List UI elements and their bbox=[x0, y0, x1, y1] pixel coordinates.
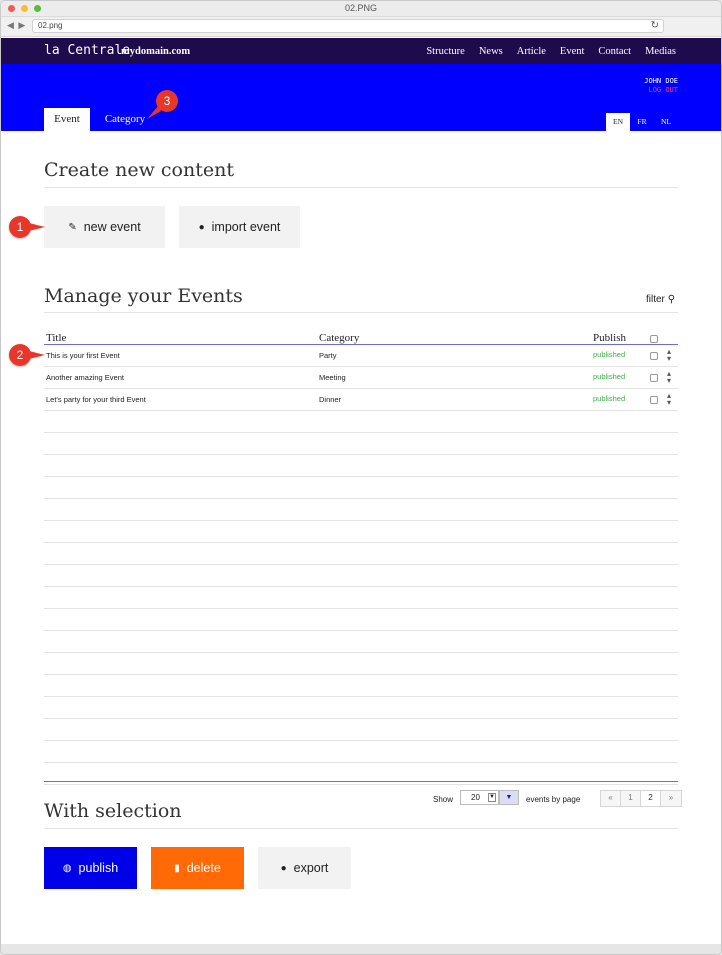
empty-row bbox=[44, 675, 678, 697]
empty-row bbox=[44, 543, 678, 565]
empty-row bbox=[44, 741, 678, 763]
prev-page-button[interactable]: « bbox=[601, 791, 621, 806]
create-title: Create new content bbox=[44, 159, 234, 181]
empty-row bbox=[44, 587, 678, 609]
logout-link[interactable]: LOG OUT bbox=[648, 86, 678, 94]
callout-badge: 3 bbox=[156, 90, 178, 112]
user-box bbox=[644, 77, 678, 95]
divider bbox=[44, 312, 678, 313]
menu-item-event[interactable]: Event bbox=[559, 46, 585, 57]
empty-row bbox=[44, 653, 678, 675]
section-header bbox=[1, 64, 721, 131]
per-page-dropdown-button[interactable]: ▼ bbox=[499, 790, 519, 805]
event-title[interactable]: This is your first Event bbox=[46, 351, 120, 360]
events-by-page-label: events by page bbox=[526, 795, 581, 804]
trash-icon: ▮ bbox=[174, 862, 180, 874]
empty-row bbox=[44, 521, 678, 543]
brand-logo[interactable]: la Centrale bbox=[44, 43, 131, 58]
window-title: 02.PNG bbox=[344, 3, 377, 13]
user-name: JOHN DOE bbox=[644, 77, 678, 85]
main-menu bbox=[426, 46, 676, 57]
menu-item-news[interactable]: News bbox=[478, 46, 503, 57]
event-category: Dinner bbox=[319, 395, 342, 404]
event-category: Meeting bbox=[319, 373, 346, 382]
table-bottom-line bbox=[44, 781, 678, 782]
search-icon: ⚲ bbox=[667, 294, 676, 305]
reorder-handle-icon[interactable]: ▴ ▾ bbox=[667, 391, 672, 407]
empty-row bbox=[44, 499, 678, 521]
filter-button[interactable] bbox=[646, 294, 675, 305]
reorder-handle-icon[interactable]: ▴ ▾ bbox=[667, 347, 672, 363]
show-label: Show bbox=[433, 795, 454, 804]
event-category: Party bbox=[319, 351, 337, 360]
next-page-button[interactable]: » bbox=[661, 791, 681, 806]
reload-icon[interactable]: ↻ bbox=[650, 20, 659, 31]
export-icon: ● bbox=[280, 862, 287, 874]
callout-pointer bbox=[29, 223, 45, 231]
menu-item-medias[interactable]: Medias bbox=[645, 46, 676, 57]
import-event-button[interactable] bbox=[179, 206, 300, 248]
manage-title: Manage your Events bbox=[44, 285, 243, 307]
empty-row bbox=[44, 477, 678, 499]
language-switcher bbox=[606, 113, 678, 131]
column-category[interactable]: Category bbox=[319, 332, 360, 344]
url-text: 02.png bbox=[38, 21, 63, 30]
publish-button[interactable] bbox=[44, 847, 137, 889]
status-badge[interactable]: published bbox=[593, 350, 626, 359]
page-2-button[interactable]: 2 bbox=[641, 791, 661, 806]
table-row[interactable] bbox=[44, 389, 678, 411]
select-all-checkbox[interactable] bbox=[650, 335, 658, 343]
divider bbox=[44, 187, 678, 188]
empty-row bbox=[44, 433, 678, 455]
import-icon: ● bbox=[198, 221, 205, 233]
site-domain[interactable]: mydomain.com bbox=[121, 46, 191, 57]
selection-title: With selection bbox=[44, 800, 182, 822]
event-title[interactable]: Another amazing Event bbox=[46, 373, 124, 382]
per-page-value: 20 bbox=[471, 793, 480, 802]
tab-event[interactable]: Event bbox=[44, 108, 90, 131]
empty-row bbox=[44, 697, 678, 719]
pagination bbox=[600, 790, 682, 807]
window-footer bbox=[1, 944, 721, 955]
callout-badge: 1 bbox=[9, 216, 31, 238]
title-bar bbox=[1, 1, 721, 17]
export-button[interactable] bbox=[258, 847, 351, 889]
lang-en[interactable]: EN bbox=[606, 113, 630, 131]
empty-row bbox=[44, 565, 678, 587]
column-title[interactable]: Title bbox=[46, 332, 67, 344]
row-checkbox[interactable] bbox=[650, 396, 658, 404]
address-row bbox=[1, 17, 721, 37]
lang-fr[interactable]: FR bbox=[637, 117, 647, 126]
empty-row bbox=[44, 411, 678, 433]
new-event-button[interactable] bbox=[44, 206, 165, 248]
chevron-down-icon: ▼ bbox=[489, 794, 495, 800]
tab-category[interactable]: Category bbox=[104, 113, 146, 125]
column-publish[interactable]: Publish bbox=[593, 332, 627, 344]
row-checkbox[interactable] bbox=[650, 374, 658, 382]
url-field[interactable] bbox=[32, 19, 664, 33]
export-label: export bbox=[293, 861, 329, 875]
import-event-label: import event bbox=[211, 220, 281, 234]
table-row[interactable] bbox=[44, 367, 678, 389]
lang-nl[interactable]: NL bbox=[661, 117, 671, 126]
reorder-handle-icon[interactable]: ▴ ▾ bbox=[667, 369, 672, 385]
menu-item-structure[interactable]: Structure bbox=[426, 46, 465, 57]
new-event-label: new event bbox=[83, 220, 141, 234]
event-title[interactable]: Let's party for your third Event bbox=[46, 395, 146, 404]
divider bbox=[44, 828, 678, 829]
page-1-button[interactable]: 1 bbox=[621, 791, 641, 806]
delete-button[interactable] bbox=[151, 847, 244, 889]
status-badge[interactable]: published bbox=[593, 394, 626, 403]
globe-icon: ◍ bbox=[62, 862, 72, 874]
pencil-icon: ✎ bbox=[68, 221, 77, 233]
empty-row bbox=[44, 719, 678, 741]
back-forward-icon[interactable]: ◀ ▶ bbox=[7, 20, 27, 30]
publish-label: publish bbox=[78, 861, 119, 875]
empty-row bbox=[44, 609, 678, 631]
callout-pointer bbox=[147, 105, 161, 119]
top-nav bbox=[1, 38, 721, 64]
callout-badge: 2 bbox=[9, 344, 31, 366]
status-badge[interactable]: published bbox=[593, 372, 626, 381]
table-row[interactable] bbox=[44, 345, 678, 367]
callout-pointer bbox=[29, 351, 45, 359]
per-page-select[interactable] bbox=[460, 790, 499, 805]
delete-label: delete bbox=[186, 861, 221, 875]
menu-item-article[interactable]: Article bbox=[516, 46, 546, 57]
filter-label: filter bbox=[646, 294, 665, 305]
menu-item-contact[interactable]: Contact bbox=[598, 46, 632, 57]
empty-row bbox=[44, 631, 678, 653]
row-checkbox[interactable] bbox=[650, 352, 658, 360]
empty-row bbox=[44, 455, 678, 477]
